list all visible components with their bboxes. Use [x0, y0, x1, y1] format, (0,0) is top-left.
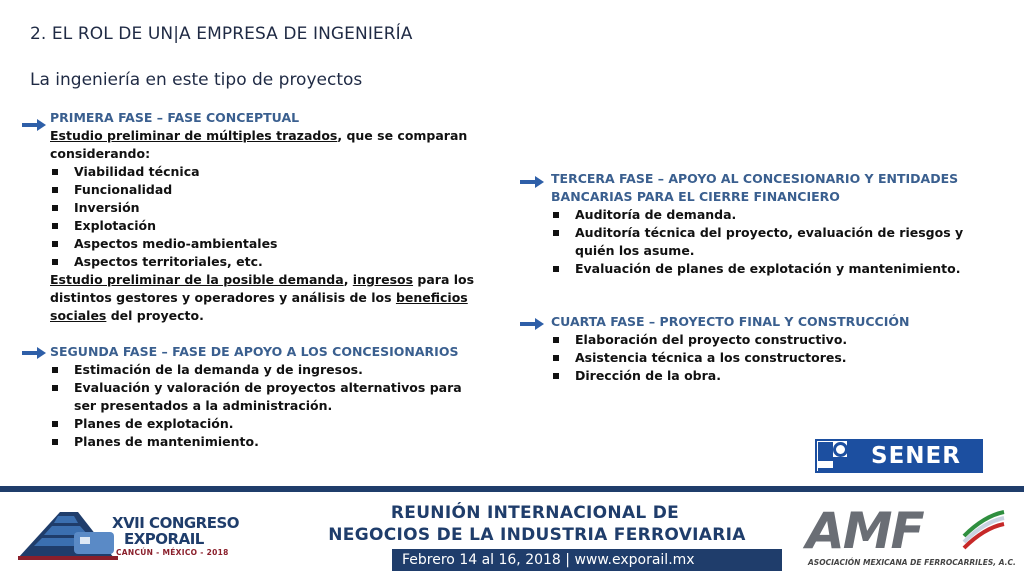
phase4-bullets	[551, 331, 971, 385]
expo-title-line1: XVII CONGRESO	[112, 514, 240, 532]
phase1-para-u2: ingresos	[352, 272, 414, 287]
list-item: Explotación	[50, 217, 480, 235]
sener-logo	[815, 439, 983, 473]
phase3-heading: TERCERA FASE – APOYO AL CONCESIONARIO Y ENTIDADES BANCARIAS PARA EL CIERRE FINANCIERO	[551, 171, 959, 204]
phase1-paragraph	[50, 271, 480, 325]
phase4-heading: CUARTA FASE – PROYECTO FINAL Y CONSTRUCCIÓN	[551, 314, 910, 329]
arrow-icon	[22, 347, 46, 359]
phase4-block	[551, 313, 971, 385]
expo-location: CANCÚN - MÉXICO - 2018	[116, 548, 229, 557]
list-item: Dirección de la obra.	[551, 367, 971, 385]
arrow-icon	[520, 318, 544, 330]
sener-wordmark: SENER	[849, 439, 983, 473]
phase1-bullets	[50, 163, 480, 271]
expo-title-line2: EXPORAIL	[124, 530, 204, 548]
list-item: Auditoría de demanda.	[551, 206, 971, 224]
amf-flag-stripes-icon	[960, 506, 1006, 556]
phase3-bullets	[551, 206, 971, 278]
phase1-para-end: del proyecto.	[106, 308, 204, 323]
list-item: Elaboración del proyecto constructivo.	[551, 331, 971, 349]
list-item: Evaluación y valoración de proyectos alternativos para ser presentados a la administración.	[50, 379, 470, 415]
phase2-bullets	[50, 361, 470, 451]
list-item: Aspectos medio-ambientales	[50, 235, 480, 253]
phase1-para-sep1: ,	[343, 272, 353, 287]
phase1-para-u3: beneficios sociales	[50, 290, 468, 323]
list-item: Auditoría técnica del proyecto, evaluación de riesgos y quién los asume.	[551, 224, 971, 260]
list-item: Estimación de la demanda y de ingresos.	[50, 361, 470, 379]
amf-logo: AMF	[806, 502, 923, 560]
list-item: Planes de explotación.	[50, 415, 470, 433]
phase2-heading: SEGUNDA FASE – FASE DE APOYO A LOS CONCESIONARIOS	[50, 344, 459, 359]
phase3-block	[551, 170, 971, 278]
event-title-line2: NEGOCIOS DE LA INDUSTRIA FERROVIARIA	[328, 525, 746, 545]
arrow-icon	[520, 176, 544, 188]
list-item: Viabilidad técnica	[50, 163, 480, 181]
list-item: Evaluación de planes de explotación y mantenimiento.	[551, 260, 971, 278]
phase1-intro-rest: , que se comparan considerando:	[50, 128, 468, 161]
slide-subtitle: La ingeniería en este tipo de proyectos	[30, 70, 363, 90]
phase2-block	[50, 343, 470, 451]
sener-mark-icon	[815, 439, 849, 473]
phase1-heading: PRIMERA FASE – FASE CONCEPTUAL	[50, 110, 300, 125]
phase1-block	[50, 109, 480, 325]
list-item: Asistencia técnica a los constructores.	[551, 349, 971, 367]
phase1-para-mid: para los distintos gestores y operadores y análisis de los	[50, 272, 475, 305]
slide-title: 2. EL ROL DE UN|A EMPRESA DE INGENIERÍA	[30, 24, 413, 44]
list-item: Planes de mantenimiento.	[50, 433, 470, 451]
event-date-link[interactable]: Febrero 14 al 16, 2018 | www.exporail.mx	[402, 552, 695, 568]
list-item: Funcionalidad	[50, 181, 480, 199]
phase1-intro-underlined: Estudio preliminar de múltiples trazados	[50, 128, 338, 143]
arrow-icon	[22, 119, 46, 131]
footer-top-bar	[0, 486, 1024, 492]
phase1-para-u1: Estudio preliminar de la posible demanda	[50, 272, 344, 287]
event-title-line1: REUNIÓN INTERNACIONAL DE	[390, 503, 680, 523]
amf-subtitle: ASOCIACIÓN MEXICANA DE FERROCARRILES, A.C.	[808, 558, 1016, 567]
list-item: Inversión	[50, 199, 480, 217]
phase1-intro	[50, 127, 480, 163]
list-item: Aspectos territoriales, etc.	[50, 253, 480, 271]
